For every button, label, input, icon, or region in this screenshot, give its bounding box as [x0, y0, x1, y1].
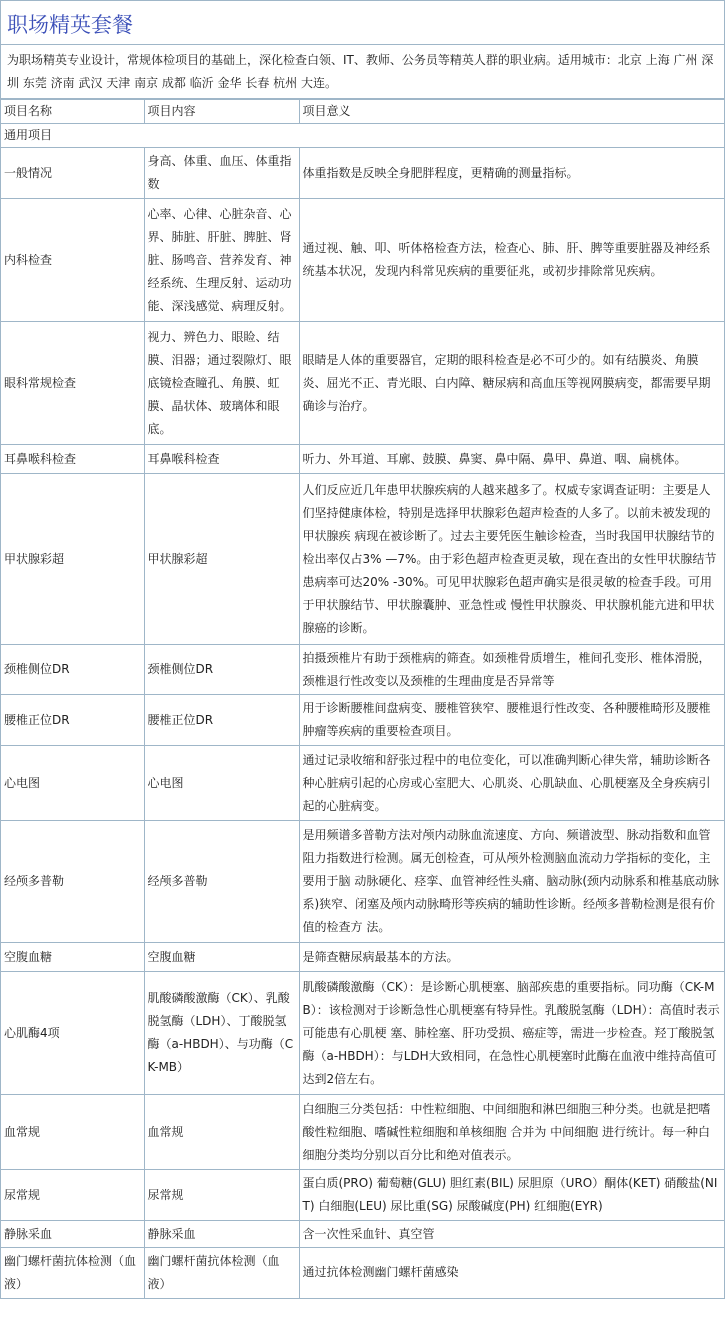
item-content: 身高、体重、血压、体重指数 [144, 148, 299, 199]
header-item-content: 项目内容 [144, 100, 299, 124]
table-row [1, 695, 724, 746]
item-meaning: 体重指数是反映全身肥胖程度，更精确的测量指标。 [299, 148, 724, 199]
table-row [1, 474, 724, 645]
package-table [1, 99, 724, 1298]
item-meaning: 听力、外耳道、耳廓、鼓膜、鼻窦、鼻中隔、鼻甲、鼻道、咽、扁桃体。 [299, 445, 724, 474]
item-meaning: 拍摄颈椎片有助于颈椎病的筛查。如颈椎骨质增生，椎间孔变形、椎体滑脱，颈椎退行性改变以及颈椎的生理曲度是否异常等 [299, 645, 724, 695]
table-row [1, 1095, 724, 1170]
table-row [1, 322, 724, 445]
item-name: 颈椎侧位DR [1, 645, 144, 695]
item-meaning: 是筛查糖尿病最基本的方法。 [299, 943, 724, 972]
item-content: 腰椎正位DR [144, 695, 299, 746]
item-name: 腰椎正位DR [1, 695, 144, 746]
table-row [1, 1170, 724, 1221]
item-meaning: 白细胞三分类包括：中性粒细胞、中间细胞和淋巴细胞三种分类。也就是把嗜酸性粒细胞、嗜碱性粒细胞和单核细胞 合并为 中间细胞 进行统计。每一种白细胞分类均分别以百分比和绝对值表示。 [299, 1095, 724, 1170]
item-name: 一般情况 [1, 148, 144, 199]
table-row [1, 943, 724, 972]
table-row [1, 746, 724, 821]
item-name: 经颅多普勒 [1, 821, 144, 943]
table-row [1, 1221, 724, 1248]
item-meaning: 蛋白质(PRO) 葡萄糖(GLU) 胆红素(BIL) 尿胆原（URO）酮体(KET) 硝酸盐(NIT) 白细胞(LEU) 尿比重(SG) 尿酸碱度(PH) 红细胞(EYR) [299, 1170, 724, 1221]
table-row [1, 445, 724, 474]
page-title: 职场精英套餐 [1, 1, 724, 45]
package-intro: 为职场精英专业设计，常规体检项目的基础上，深化检查白领、IT、教师、公务员等精英人群的职业病。适用城市：北京 上海 广州 深圳 东莞 济南 武汉 天津 南京 成都 临沂 金华 长春 杭州 大连。 [1, 45, 724, 99]
item-meaning: 含一次性采血针、真空管 [299, 1221, 724, 1248]
item-name: 心电图 [1, 746, 144, 821]
item-name: 幽门螺杆菌抗体检测（血液） [1, 1248, 144, 1298]
item-content: 甲状腺彩超 [144, 474, 299, 645]
item-content: 空腹血糖 [144, 943, 299, 972]
header-item-meaning: 项目意义 [299, 100, 724, 124]
item-content: 静脉采血 [144, 1221, 299, 1248]
item-content: 肌酸磷酸激酶（CK）、乳酸脱氢酶（LDH）、丁酸脱氢酶（a-HBDH）、与功酶（CK-MB） [144, 972, 299, 1095]
item-content: 尿常规 [144, 1170, 299, 1221]
item-content: 经颅多普勒 [144, 821, 299, 943]
item-meaning: 通过视、触、叩、听体格检查方法，检查心、肺、肝、脾等重要脏器及神经系统基本状况，发现内科常见疾病的重要征兆，或初步排除常见疾病。 [299, 199, 724, 322]
item-name: 耳鼻喉科检查 [1, 445, 144, 474]
item-content: 心率、心律、心脏杂音、心界、肺脏、肝脏、脾脏、肾脏、肠鸣音、营养发育、神经系统、生理反射、运动功能、深浅感觉、病理反射。 [144, 199, 299, 322]
table-row [1, 1248, 724, 1298]
section-row [1, 124, 724, 148]
item-meaning: 人们反应近几年患甲状腺疾病的人越来越多了。权威专家调查证明：主要是人们坚持健康体检，特别是选择甲状腺彩色超声检查的人多了。以前未被发现的甲状腺疾 病现在被诊断了。过去主要凭医生触诊检查，当时我国甲状腺结节的检出率仅占3% —7%。由于彩色超声检查更灵敏，现在查出的女性甲状腺结节患病率可达20% -30%。可见甲状腺彩色超声确实是很灵敏的检查手段。可用于甲状腺结节、甲状腺囊肿、亚急性或 慢性甲状腺炎、甲状腺机能亢进和甲状腺癌的诊断。 [299, 474, 724, 645]
section-title: 通用项目 [1, 124, 724, 148]
item-name: 眼科常规检查 [1, 322, 144, 445]
item-meaning: 用于诊断腰椎间盘病变、腰椎管狭窄、腰椎退行性改变、各种腰椎畸形及腰椎肿瘤等疾病的重要检查项目。 [299, 695, 724, 746]
item-name: 空腹血糖 [1, 943, 144, 972]
item-meaning: 肌酸磷酸激酶（CK）：是诊断心肌梗塞、脑部疾患的重要指标。同功酶（CK-MB）：该检测对于诊断急性心肌梗塞有特异性。乳酸脱氢酶（LDH）：高值时表示可能患有心肌梗 塞、肺栓塞、肝功受损、癌症等，需进一步检查。羟丁酸脱氢酶（a-HBDH）：与LDH大致相同，在急性心肌梗塞时此酶在血液中维持高值可达到2倍左右。 [299, 972, 724, 1095]
item-content: 幽门螺杆菌抗体检测（血液） [144, 1248, 299, 1298]
item-meaning: 通过记录收缩和舒张过程中的电位变化，可以准确判断心律失常，辅助诊断各种心脏病引起的心房或心室肥大、心肌炎、心肌缺血、心肌梗塞及全身疾病引起的心脏病变。 [299, 746, 724, 821]
item-name: 甲状腺彩超 [1, 474, 144, 645]
item-meaning: 是用频谱多普勒方法对颅内动脉血流速度、方向、频谱波型、脉动指数和血管阻力指数进行检测。属无创检查，可从颅外检测脑血流动力学指标的变化，主要用于脑 动脉硬化、痉挛、血管神经性头痛、脑动脉(颈内动脉系和椎基底动脉系)狭窄、闭塞及颅内动脉畸形等疾病的辅助性诊断。经颅多普勒检测是很有价值的检查方 法。 [299, 821, 724, 943]
item-content: 血常规 [144, 1095, 299, 1170]
table-row [1, 821, 724, 943]
table-row [1, 972, 724, 1095]
item-name: 血常规 [1, 1095, 144, 1170]
table-row [1, 148, 724, 199]
item-meaning: 眼睛是人体的重要器官，定期的眼科检查是必不可少的。如有结膜炎、角膜炎、屈光不正、青光眼、白内障、糖尿病和高血压等视网膜病变，都需要早期确诊与治疗。 [299, 322, 724, 445]
item-content: 视力、辨色力、眼睑、结膜、泪器；通过裂隙灯、眼底镜检查瞳孔、角膜、虹膜、晶状体、玻璃体和眼底。 [144, 322, 299, 445]
item-meaning: 通过抗体检测幽门螺杆菌感染 [299, 1248, 724, 1298]
table-row [1, 199, 724, 322]
item-content: 颈椎侧位DR [144, 645, 299, 695]
item-name: 内科检查 [1, 199, 144, 322]
table-header-row [1, 100, 724, 124]
item-content: 耳鼻喉科检查 [144, 445, 299, 474]
item-name: 静脉采血 [1, 1221, 144, 1248]
table-row [1, 645, 724, 695]
item-content: 心电图 [144, 746, 299, 821]
item-name: 心肌酶4项 [1, 972, 144, 1095]
header-item-name: 项目名称 [1, 100, 144, 124]
item-name: 尿常规 [1, 1170, 144, 1221]
